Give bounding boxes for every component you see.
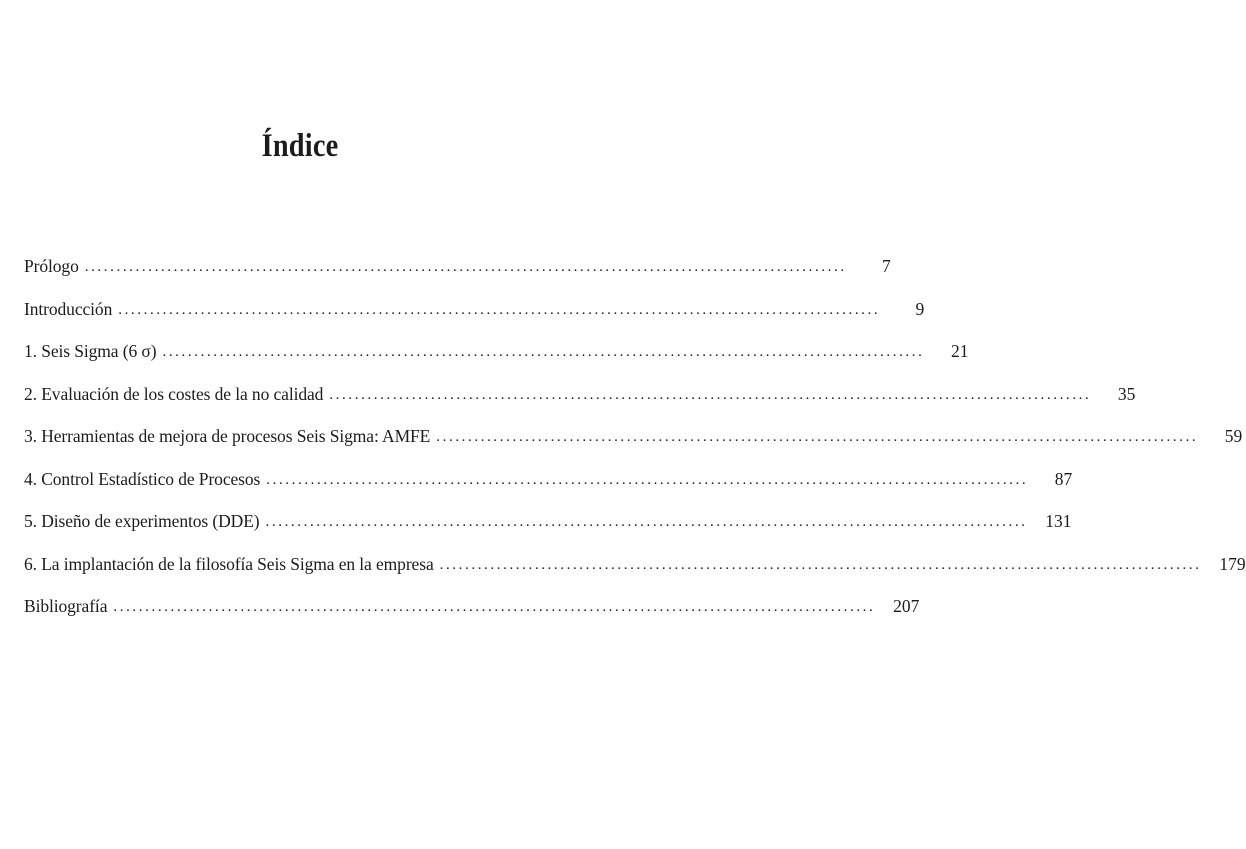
toc-entry-bibliografia — [24, 594, 920, 637]
toc-entry-chapter-2 — [24, 382, 1136, 425]
table-of-contents — [24, 254, 1246, 637]
toc-entry-label: 5. Diseño de experimentos (DDE) — [24, 511, 260, 531]
page-title: Índice — [261, 128, 339, 165]
toc-dot-leader: ........................................................................................................................ — [113, 599, 876, 615]
toc-entry-chapter-4 — [24, 467, 1073, 510]
toc-entry-page: 207 — [893, 596, 920, 616]
toc-entry-introduccion — [24, 297, 925, 340]
toc-entry-page: 131 — [1045, 511, 1072, 531]
toc-entry-chapter-3 — [24, 424, 1243, 467]
toc-entry-prologo — [24, 254, 891, 297]
toc-dot-leader: ........................................................................................................................ — [162, 344, 925, 360]
toc-entry-label: Introducción — [24, 298, 113, 319]
toc-entry-label: 2. Evaluación de los costes de la no calidad — [24, 383, 324, 404]
toc-entry-label: 6. La implantación de la filosofía Seis Sigma en la empresa — [24, 553, 434, 574]
toc-entry-page: 7 — [881, 256, 891, 276]
toc-dot-leader: ........................................................................................................................ — [329, 386, 1092, 403]
toc-entry-label: 1. Seis Sigma (6 σ) — [24, 341, 157, 361]
toc-entry-page: 59 — [1224, 426, 1243, 446]
toc-entry-label: 4. Control Estadístico de Procesos — [24, 468, 261, 489]
toc-entry-page: 87 — [1054, 468, 1073, 489]
toc-entry-chapter-6 — [24, 552, 1246, 595]
toc-dot-leader: ........................................................................................................................ — [84, 259, 847, 275]
toc-entry-chapter-1 — [24, 339, 969, 382]
toc-dot-leader: ........................................................................................................................ — [265, 514, 1028, 530]
toc-entry-chapter-5 — [24, 509, 1072, 552]
toc-dot-leader: ........................................................................................................................ — [439, 556, 1202, 573]
toc-entry-label: Bibliografía — [24, 596, 108, 616]
toc-dot-leader: ........................................................................................................................ — [436, 429, 1199, 445]
toc-entry-page: 35 — [1117, 383, 1136, 404]
toc-entry-page: 21 — [950, 341, 969, 361]
toc-entry-label: Prólogo — [24, 256, 79, 276]
toc-entry-label: 3. Herramientas de mejora de procesos Seis Sigma: AMFE — [24, 426, 431, 446]
toc-dot-leader: ........................................................................................................................ — [118, 301, 881, 318]
toc-entry-page: 9 — [915, 298, 925, 319]
toc-dot-leader: ........................................................................................................................ — [266, 471, 1029, 488]
toc-entry-page: 179 — [1219, 553, 1246, 574]
